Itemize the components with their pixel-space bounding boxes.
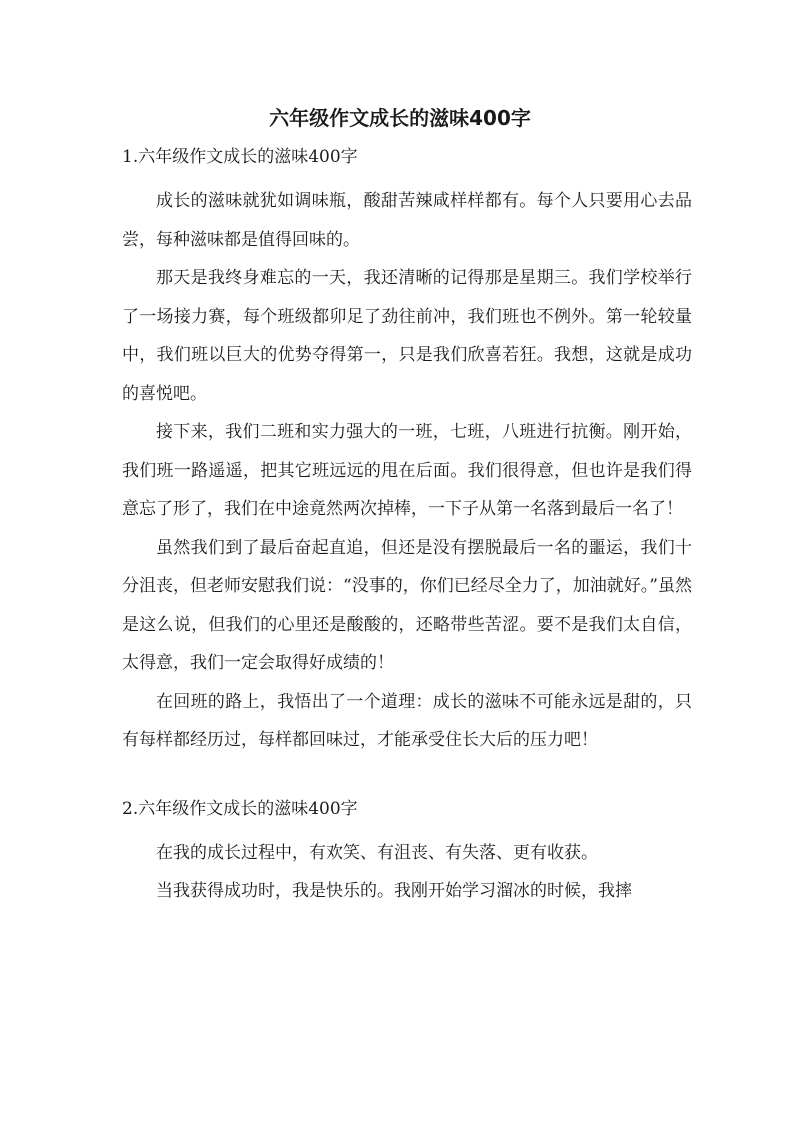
section-1-paragraph-4: 虽然我们到了最后奋起直追，但还是没有摆脱最后一名的噩运，我们十分沮丧，但老师安慰我们说：“没事的，你们已经尽全力了，加油就好。”虽然是这么说，但我们的心里还是酸酸的，还略带些苦涩。要不是我们太自信，太得意，我们一定会取得好成绩的！ [122,537,692,673]
section-1-heading: 1.六年级作文成长的滋味400字 [122,147,358,167]
section-1 [122,144,692,760]
section-2-paragraph-1: 在我的成长过程中，有欢笑、有沮丧、有失落、更有收获。 [156,842,598,863]
section-1-paragraph-5: 在回班的路上，我悟出了一个道理：成长的滋味不可能永远是甜的，只有每样都经历过，每样都回味过，才能承受住长大后的压力吧！ [122,691,692,750]
section-2-heading: 2.六年级作文成长的滋味400字 [122,798,358,819]
section-gap [122,760,692,796]
document-body [122,144,692,911]
section-2 [122,796,692,911]
section-2-paragraph-2: 当我获得成功时，我是快乐的。我刚开始学习溜冰的时候，我摔 [156,881,632,901]
section-1-paragraph-2: 那天是我终身难忘的一天，我还清晰的记得那是星期三。我们学校举行了一场接力赛，每个班级都卯足了劲往前冲，我们班也不例外。第一轮较量中，我们班以巨大的优势夺得第一，只是我们欣喜若狂。我想，这就是成功的喜悦吧。 [122,268,692,404]
document-title: 六年级作文成长的滋味400字 [269,106,531,130]
section-1-paragraph-1: 成长的滋味就犹如调味瓶，酸甜苦辣咸样样都有。每个人只要用心去品尝，每种滋味都是值得回味的。 [122,191,692,250]
section-1-paragraph-3: 接下来，我们二班和实力强大的一班，七班，八班进行抗衡。刚开始，我们班一路遥遥，把其它班远远的甩在后面。我们很得意，但也许是我们得意忘了形了，我们在中途竟然两次掉棒，一下子从第一名落到最后一名了！ [122,422,692,519]
